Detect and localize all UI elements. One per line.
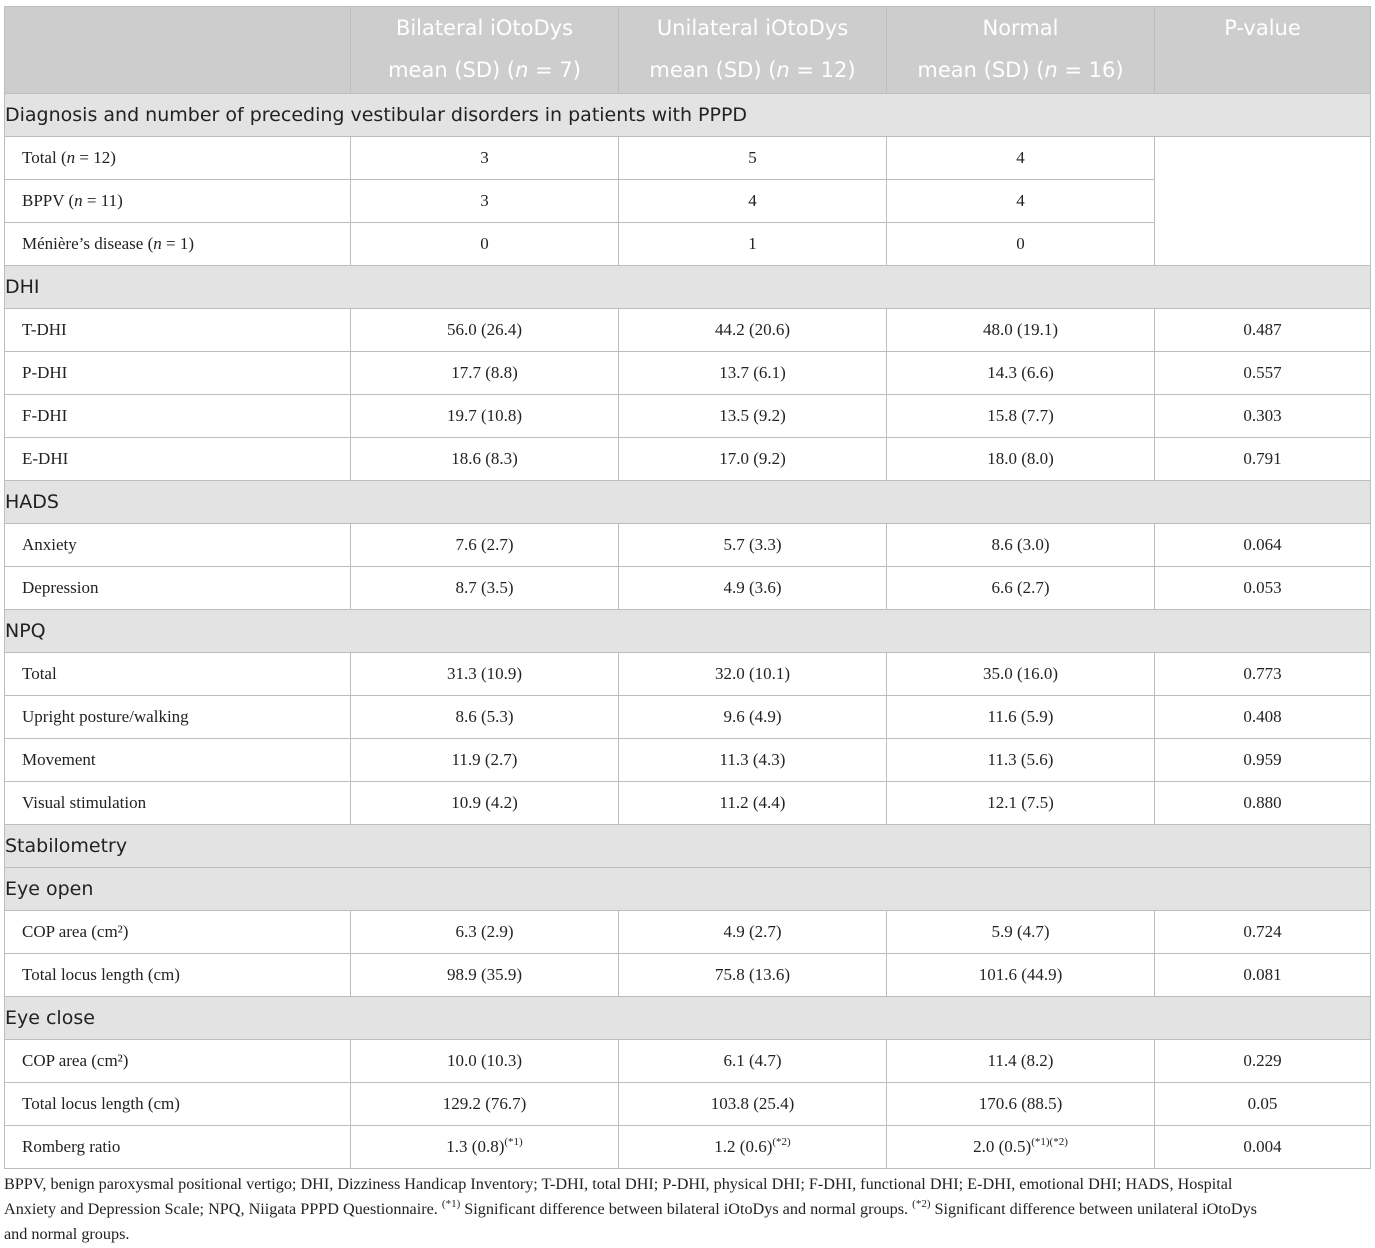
cell-normal: 11.6 (5.9): [887, 696, 1155, 739]
footnote-marker: (*1): [504, 1136, 523, 1148]
footnote-line-1: BPPV, benign paroxysmal positional vertigo; DHI, Dizziness Handicap Inventory; T-DHI, total DHI; P-DHI, physical DHI; F-DHI, functional DHI; E-DHI, emotional DHI; HADS, Hospital: [4, 1175, 1233, 1193]
table-row: [5, 309, 1371, 352]
cell-unilateral: 4.9 (2.7): [619, 911, 887, 954]
section-row-dhi: [5, 266, 1371, 309]
table-row: [5, 137, 1371, 180]
cell-bilateral: 8.6 (5.3): [351, 696, 619, 739]
table-row: [5, 1040, 1371, 1083]
cell-unilateral: 1: [619, 223, 887, 266]
table-footnote: [4, 1172, 1372, 1247]
row-label: T-DHI: [5, 309, 351, 352]
section-row-hads: [5, 481, 1371, 524]
table-row: [5, 1083, 1371, 1126]
section-row-npq: [5, 610, 1371, 653]
section-title-eye-close: Eye close: [5, 997, 1371, 1040]
cell-unilateral: 32.0 (10.1): [619, 653, 887, 696]
row-label: Ménière’s disease (n = 1): [5, 223, 351, 266]
cell-unilateral: 13.5 (9.2): [619, 395, 887, 438]
table-row: [5, 395, 1371, 438]
cell-p-value: 0.053: [1155, 567, 1371, 610]
cell-normal: 170.6 (88.5): [887, 1083, 1155, 1126]
cell-p-value: 0.557: [1155, 352, 1371, 395]
cell-normal: 18.0 (8.0): [887, 438, 1155, 481]
header-unilateral-title: Unilateral iOtoDys: [656, 16, 849, 40]
cell-unilateral: 1.2 $(0.6)^{(*2)}$: [619, 1126, 887, 1169]
section-row-eye-open: [5, 868, 1371, 911]
cell-bilateral: 17.7 (8.8): [351, 352, 619, 395]
cell-normal: 5.9 (4.7): [887, 911, 1155, 954]
table-container: [4, 6, 1370, 1169]
cell-unilateral: 11.2 (4.4): [619, 782, 887, 825]
cell-unilateral: 11.3 (4.3): [619, 739, 887, 782]
cell-bilateral: 18.6 (8.3): [351, 438, 619, 481]
table-row: [5, 524, 1371, 567]
cell-normal: 8.6 (3.0): [887, 524, 1155, 567]
cell-bilateral: 6.3 (2.9): [351, 911, 619, 954]
row-label: Movement: [5, 739, 351, 782]
cell-unilateral: 75.8 (13.6): [619, 954, 887, 997]
cell-bilateral: 98.9 (35.9): [351, 954, 619, 997]
cell-unilateral: 9.6 (4.9): [619, 696, 887, 739]
row-label: F-DHI: [5, 395, 351, 438]
cell-normal: 4: [887, 180, 1155, 223]
header-label-column: [5, 7, 351, 94]
header-bilateral: [351, 7, 619, 94]
cell-unilateral: 17.0 (9.2): [619, 438, 887, 481]
cell-p-value: 0.05: [1155, 1083, 1371, 1126]
table-row: [5, 567, 1371, 610]
table-row: [5, 352, 1371, 395]
table-header-row: [5, 7, 1371, 94]
cell-unilateral: 103.8 (25.4): [619, 1083, 887, 1126]
cell-normal: 101.6 (44.9): [887, 954, 1155, 997]
cell-bilateral: 129.2 (76.7): [351, 1083, 619, 1126]
cell-bilateral: 8.7 (3.5): [351, 567, 619, 610]
table-row: [5, 782, 1371, 825]
header-unilateral-subtitle: mean (SD) (n = 12): [649, 58, 856, 82]
cell-p-value: 0.303: [1155, 395, 1371, 438]
table-row: [5, 739, 1371, 782]
cell-normal: 35.0 (16.0): [887, 653, 1155, 696]
cell-bilateral: 31.3 (10.9): [351, 653, 619, 696]
cell-unilateral: 6.1 (4.7): [619, 1040, 887, 1083]
section-row-diagnosis: [5, 94, 1371, 137]
row-label: COP area (cm²): [5, 911, 351, 954]
section-title-stabilometry: Stabilometry: [5, 825, 1371, 868]
row-label: Depression: [5, 567, 351, 610]
header-bilateral-subtitle: mean (SD) (n = 7): [388, 58, 581, 82]
cell-normal: 11.4 (8.2): [887, 1040, 1155, 1083]
cell-normal: 48.0 (19.1): [887, 309, 1155, 352]
table-row: [5, 911, 1371, 954]
cell-p-value: 0.880: [1155, 782, 1371, 825]
table-row: [5, 696, 1371, 739]
cell-normal: 6.6 (2.7): [887, 567, 1155, 610]
cell-bilateral: 3: [351, 137, 619, 180]
cell-bilateral: 3: [351, 180, 619, 223]
section-title-npq: NPQ: [5, 610, 1371, 653]
section-title-dhi: DHI: [5, 266, 1371, 309]
row-label: Total: [5, 653, 351, 696]
section-title-eye-open: Eye open: [5, 868, 1371, 911]
cell-p-value: 0.773: [1155, 653, 1371, 696]
cell-unilateral: 44.2 (20.6): [619, 309, 887, 352]
cell-normal: 0: [887, 223, 1155, 266]
cell-bilateral: 1.3 $(0.8)^{(*1)}$: [351, 1126, 619, 1169]
row-label: Total (n = 12): [5, 137, 351, 180]
cell-unilateral: 13.7 (6.1): [619, 352, 887, 395]
cell-bilateral: 56.0 (26.4): [351, 309, 619, 352]
cell-bilateral: 10.0 (10.3): [351, 1040, 619, 1083]
header-unilateral: [619, 7, 887, 94]
section-row-eye-close: [5, 997, 1371, 1040]
cell-bilateral: 19.7 (10.8): [351, 395, 619, 438]
row-label: Anxiety: [5, 524, 351, 567]
footnote-marker: (*1)(*2): [1031, 1136, 1068, 1148]
cell-p-value: 0.791: [1155, 438, 1371, 481]
cell-p-value: 0.004: [1155, 1126, 1371, 1169]
cell-unilateral: 4: [619, 180, 887, 223]
cell-unilateral: 5: [619, 137, 887, 180]
cell-normal: 14.3 (6.6): [887, 352, 1155, 395]
cell-p-value: 0.408: [1155, 696, 1371, 739]
table-row-romberg: [5, 1126, 1371, 1169]
row-label: Romberg ratio: [5, 1126, 351, 1169]
cell-unilateral: 4.9 (3.6): [619, 567, 887, 610]
results-table: [4, 6, 1371, 1169]
cell-normal: 11.3 (5.6): [887, 739, 1155, 782]
cell-p-value: 0.959: [1155, 739, 1371, 782]
cell-normal: 2.0 $(0.5)^{(*1)(*2)}$: [887, 1126, 1155, 1169]
header-normal: [887, 7, 1155, 94]
table-row: [5, 653, 1371, 696]
header-normal-title: Normal: [982, 16, 1059, 40]
row-label: Visual stimulation: [5, 782, 351, 825]
footnote-marker: (*2): [772, 1136, 791, 1148]
section-row-stabilometry: [5, 825, 1371, 868]
cell-p-value: 0.229: [1155, 1040, 1371, 1083]
row-label: Total locus length (cm): [5, 1083, 351, 1126]
table-row: [5, 438, 1371, 481]
cell-p-value: 0.724: [1155, 911, 1371, 954]
cell-p-value: 0.064: [1155, 524, 1371, 567]
footnote-line-2: Anxiety and Depression Scale; NPQ, Niigata PPPD Questionnaire. $^{(*1)}$ Significant difference between bilateral iOtoDys and normal groups. $^{(*2)}$ Significant difference between unilateral iOtoDys: [4, 1198, 1257, 1218]
cell-p-value-empty: [1155, 137, 1371, 266]
cell-bilateral: 0: [351, 223, 619, 266]
header-p-value: P-value: [1155, 7, 1371, 94]
cell-normal: 4: [887, 137, 1155, 180]
cell-bilateral: 11.9 (2.7): [351, 739, 619, 782]
table-row: [5, 954, 1371, 997]
row-label: Total locus length (cm): [5, 954, 351, 997]
cell-normal: 12.1 (7.5): [887, 782, 1155, 825]
row-label: COP area (cm²): [5, 1040, 351, 1083]
row-label: BPPV (n = 11): [5, 180, 351, 223]
cell-bilateral: 10.9 (4.2): [351, 782, 619, 825]
section-title-hads: HADS: [5, 481, 1371, 524]
cell-bilateral: 7.6 (2.7): [351, 524, 619, 567]
cell-normal: 15.8 (7.7): [887, 395, 1155, 438]
cell-unilateral: 5.7 (3.3): [619, 524, 887, 567]
header-bilateral-title: Bilateral iOtoDys: [395, 16, 574, 40]
section-title-diagnosis: Diagnosis and number of preceding vestibular disorders in patients with PPPD: [5, 94, 1371, 137]
row-label: P-DHI: [5, 352, 351, 395]
cell-p-value: 0.487: [1155, 309, 1371, 352]
row-label: Upright posture/walking: [5, 696, 351, 739]
cell-p-value: 0.081: [1155, 954, 1371, 997]
footnote-line-3: and normal groups.: [4, 1225, 130, 1243]
row-label: E-DHI: [5, 438, 351, 481]
header-normal-subtitle: mean (SD) (n = 16): [917, 58, 1124, 82]
